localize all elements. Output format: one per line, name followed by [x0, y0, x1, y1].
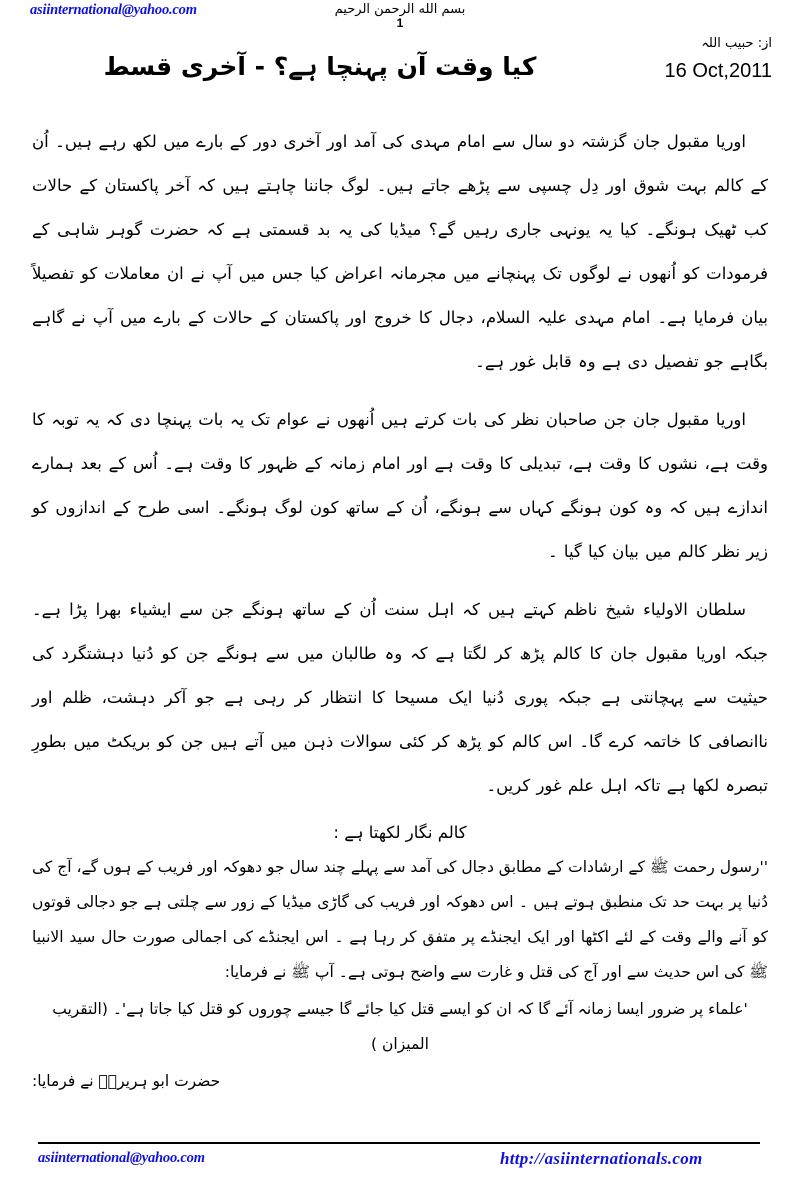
body-paragraph: سلطان الاولیاء شیخ ناظم کہتے ہیں کہ اہل سنت اُن کے ساتھ ہونگے جن سے ایشیاء بھرا پڑا ہے۔ جبکہ اوریا مقبول جان کا کالم پڑھ کر لگتا ہے کہ وہ طالبان میں سے ہونگے جن کو دُنیا دہشتگرد کی حیثیت سے پہچانتی ہے جبکہ پوری دُنیا ایک مسیحا کا انتظار کر رہی ہے جو آکر دہشت، ظلم اور ناانصافی کا خاتمہ کرے گا۔ اس کالم کو پڑھ کر کئی سوالات ذہن میں آتے ہیں جن کو بریکٹ میں بطورِ تبصرہ لکھا ہے تاکہ اہل علم غور کریں۔ — [32, 600, 768, 795]
page-footer — [0, 1130, 800, 1200]
hadith-narrator: حضرت ابو ہریرہؓ نے فرمایا: — [32, 1072, 221, 1090]
quoted-column-text: ''رسول رحمت ﷺ کے ارشادات کے مطابق دجال کی آمد سے پہلے چند سال جو دھوکہ اور فریب کے ہوں گے، آج کی دُنیا پر بہت حد تک منطبق ہوتے ہیں ۔ اس دھوکہ اور فریب کی گاڑی میڈیا کے زور سے چلتی ہے جو دجالی قوتوں کو آنے والے وقت کے لئے اکٹھا اور ایک ایجنڈے پر متفق کر رہا ہے ۔ اس ایجنڈے کی اجمالی صورت حال سید الانبیا ﷺ کی اس حدیث سے اور آج کی قتل و غارت سے واضح ہوتی ہے۔ آپ ﷺ نے فرمایا: — [32, 858, 768, 981]
page-number: 1 — [396, 16, 404, 30]
article-title: کیا وقت آن پہنچا ہے؟ - آخری قسط — [103, 52, 537, 81]
body-paragraph: اوریا مقبول جان جن صاحبان نظر کی بات کرتے ہیں اُنھوں نے عوام تک یہ بات پہنچا دی کہ یہ توبہ کا وقت ہے، نشوں کا وقت ہے، تبدیلی کا وقت ہے اور امام زمانہ کے ظہور کا وقت ہے۔ اُس کے بعد ہمارے اندازے ہیں کہ وہ کون ہونگے کہاں سے ہونگے، اُن کے ساتھ کون لوگ ہونگے۔ اسی طرح کے اندازوں کو زیر نظر کالم میں بیان کیا گیا ۔ — [32, 410, 768, 561]
footer-divider — [38, 1142, 760, 1144]
author-byline: از: حبیب اللہ — [701, 36, 772, 51]
body-paragraph: اوریا مقبول جان گزشتہ دو سال سے امام مہدی کی آمد اور آخری دور کے بارے میں لکھ رہے ہیں۔ اُن کے کالم بہت شوق اور دِل چسپی سے پڑھے جاتے ہیں۔ لوگ جاننا چاہتے ہیں کہ آخر پاکستان کے حالات کب ٹھیک ہونگے۔ کیا یہ یونہی جاری رہیں گے؟ میڈیا کی یہ بد قسمتی ہے کہ حضرت گوہر شاہی کے فرمودات کو اُنھوں نے لوگوں تک پہنچانے میں مجرمانہ اعراض کیا جس میں آپ نے ان معاملات کو تفصیلاً بیان فرمایا ہے۔ امام مہدی علیہ السلام، دجال کا خروج اور پاکستان کے حالات کے بارے میں آپ نے گاہے بگاہے جو تفصیل دی ہے وہ قابل غور ہے۔ — [32, 132, 768, 371]
page-header — [0, 0, 800, 112]
column-quote-block — [32, 818, 768, 1098]
bismillah-text: بسم الله الرحمن الرحيم — [334, 2, 466, 17]
quote-lead-in: کالم نگار لکھتا ہے : — [333, 823, 467, 842]
publication-date: 16 Oct,2011 — [664, 60, 772, 82]
footer-email-link[interactable]: asiinternational@yahoo.com — [38, 1150, 205, 1166]
hadith-quotation: 'علماء پر ضرور ایسا زمانہ آئے گا کہ ان کو ایسے قتل کیا جائے گا جیسے چوروں کو قتل کیا جاتا ہے'۔ (التقریب المیزان ) — [52, 1000, 748, 1053]
header-email-link[interactable]: asiinternational@yahoo.com — [30, 2, 197, 18]
footer-website-link[interactable]: http://asiinternationals.com — [500, 1149, 703, 1168]
article-body — [32, 120, 768, 1098]
